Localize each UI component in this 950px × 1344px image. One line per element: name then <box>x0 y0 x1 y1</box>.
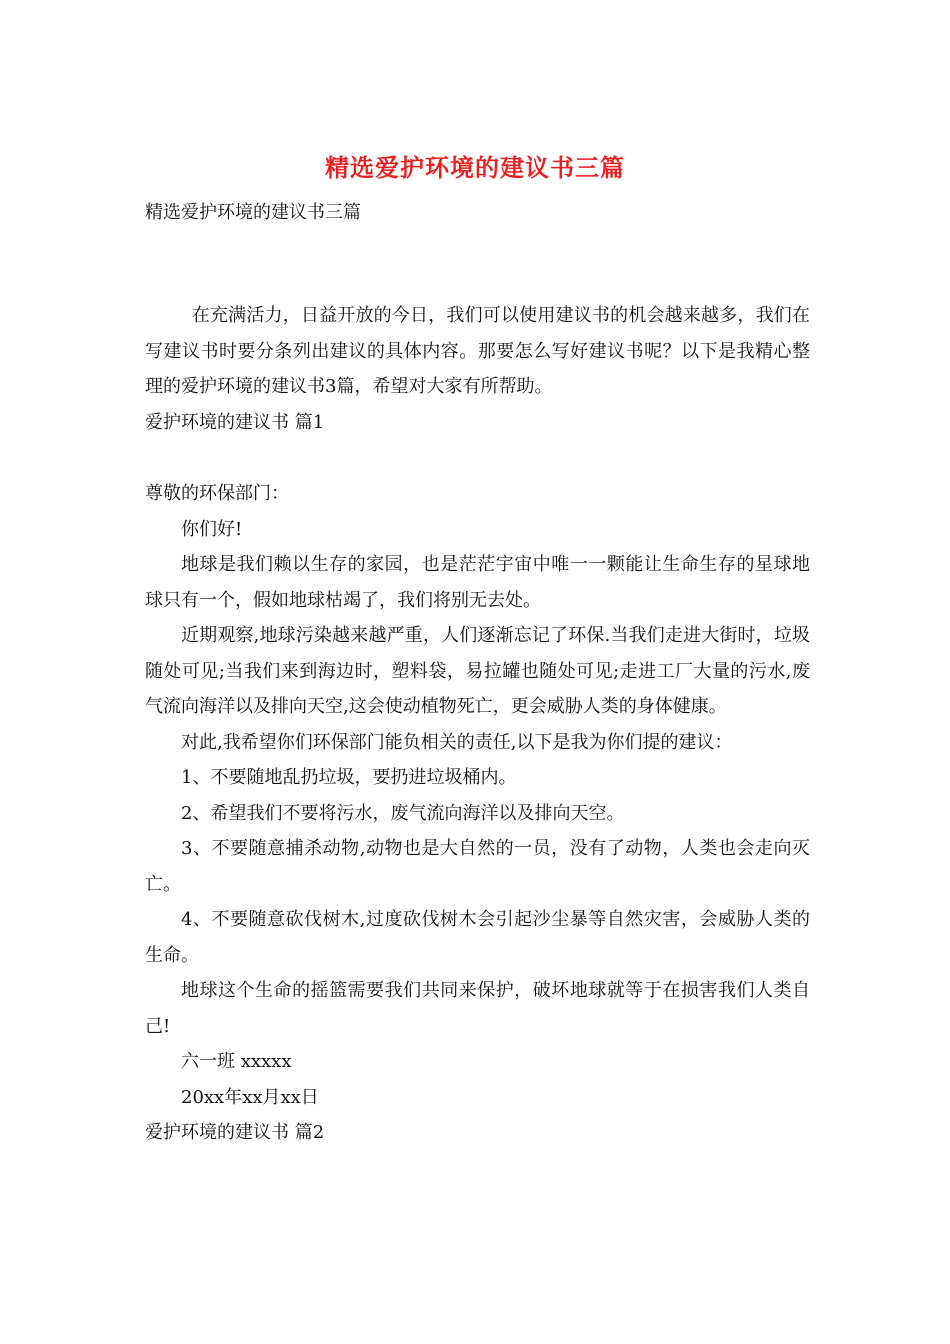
salutation: 尊敬的环保部门： <box>145 483 289 504</box>
intro-paragraph: 在充满活力，日益开放的今日，我们可以使用建议书的机会越来越多，我们在写建议书时要分条列出建议的具体内容。那要怎么写好建议书呢？以下是我精心整理的爱护环境的建议书3篇，希望对大家有所帮助。 <box>145 305 810 397</box>
suggestion-item: 2、希望我们不要将污水，废气流向海洋以及排向天空。 <box>181 802 625 824</box>
body-paragraph: 地球是我们赖以生存的家园，也是茫茫宇宙中唯一一颗能让生命生存的星球地球只有一个，假如地球枯竭了，我们将别无去处。 <box>145 554 810 611</box>
signature: 六一班 xxxxx <box>181 1051 292 1072</box>
suggestion-item: 1、不要随地乱扔垃圾，要扔进垃圾桶内。 <box>181 767 517 788</box>
suggestion-item: 3、不要随意捕杀动物,动物也是大自然的一员，没有了动物，人类也会走向灭亡。 <box>145 838 810 895</box>
blank-line <box>145 440 810 476</box>
closing-paragraph: 地球这个生命的摇篮需要我们共同来保护，破坏地球就等于在损害我们人类自己! <box>145 980 810 1037</box>
document-body <box>145 298 810 1151</box>
body-paragraph: 对此,我希望你们环保部门能负相关的责任,以下是我为你们提的建议： <box>181 731 733 753</box>
date: 20xx年xx月xx日 <box>181 1086 319 1108</box>
body-paragraph: 近期观察,地球污染越来越严重，人们逐渐忘记了环保.当我们走进大街时，垃圾随处可见;当我们来到海边时，塑料袋，易拉罐也随处可见;走进工厂大量的污水,废气流向海洋以及排向天空,这会使动植物死亡，更会威胁人类的身体健康。 <box>145 625 810 717</box>
document-subtitle: 精选爱护环境的建议书三篇 <box>145 202 361 223</box>
section-heading-2: 爱护环境的建议书 篇2 <box>145 1122 325 1143</box>
section-heading-1: 爱护环境的建议书 篇1 <box>145 411 325 433</box>
suggestion-item: 4、不要随意砍伐树木,过度砍伐树木会引起沙尘暴等自然灾害，会威胁人类的生命。 <box>145 909 810 966</box>
greeting: 你们好! <box>181 518 243 540</box>
document-title: 精选爱护环境的建议书三篇 <box>325 153 625 182</box>
